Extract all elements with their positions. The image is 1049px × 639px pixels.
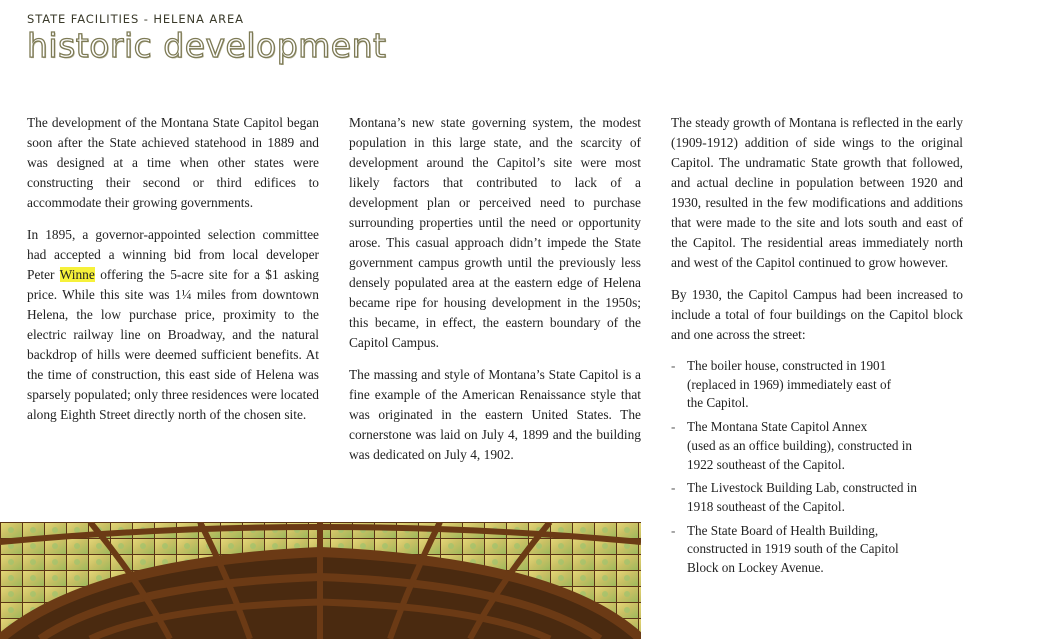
text-column-3 xyxy=(671,113,963,583)
highlighted-word: Winne xyxy=(59,267,95,282)
paragraph: Montana’s new state governing system, the modest population in this large state, and the scarcity of development around the Capitol’s site were most likely factors that contributed to lack of a development plan or perceived need to purchase surrounding properties until the need or opportunity arose. This casual approach didn’t impede the State government campus growth until the previously less densely populated area at the eastern edge of Helena became ripe for housing development in the 1950s; this became, in effect, the eastern boundary of the Capitol Campus. xyxy=(349,115,641,350)
list-item xyxy=(671,357,963,413)
stained-glass-ceiling-photo xyxy=(0,522,641,639)
dash-bullet-icon: - xyxy=(671,419,676,435)
dash-bullet-icon: - xyxy=(671,358,676,373)
list-line: (used as an office building), constructed in xyxy=(687,437,912,453)
paragraph: The steady growth of Montana is reflected in the early (1909-1912) addition of side wings to the original Capitol. The undramatic State growth that followed, and actual decline in population between 1920 and 1930, resulted in the few modifications and additions that were made to the site and lots south and east of the Capitol. The residential areas immediately north and west of the Capitol continued to grow however. xyxy=(671,115,963,270)
text-column-1 xyxy=(27,113,319,437)
paragraph-text: offering the 5-acre site for a $1 asking price. While this site was 1¼ miles from downtown Helena, the low purchase price, proximity to the electric railway line on Broadway, and the natural backdrop of hills were deemed sufficient benefits. At the time of construction, this east side of Helena was sparsely populated; only three residences were located along Eighth Street directly north of the chosen site. xyxy=(27,267,319,422)
list-line: the Capitol. xyxy=(687,395,749,411)
list-item xyxy=(671,418,963,474)
list-line: (replaced in 1969) immediately east of xyxy=(687,376,891,392)
list-line: The Montana State Capitol Annex xyxy=(687,419,868,435)
dash-bullet-icon: - xyxy=(671,522,676,538)
paragraph-text: In 1895, a governor-appointed selection committee had accepted a winning bid from local developer Peter xyxy=(27,227,319,282)
list-item xyxy=(671,522,963,578)
paragraph: The massing and style of Montana’s State Capitol is a fine example of the American Renaissance style that was originated in the eastern United States. The cornerstone was laid on July 4, 1899 and the building was dedicated on July 4, 1902. xyxy=(349,367,641,462)
list-line: Block on Lockey Avenue. xyxy=(687,560,824,576)
page-title: historic development xyxy=(27,26,387,65)
paragraph: By 1930, the Capitol Campus had been increased to include a total of four buildings on the Capitol block and one across the street: xyxy=(671,287,963,342)
list-line: constructed in 1919 south of the Capitol xyxy=(687,541,899,557)
paragraph xyxy=(27,225,319,425)
list-item xyxy=(671,479,963,516)
paragraph: The development of the Montana State Capitol began soon after the State achieved statehood in 1889 and was designed at a time when other states were constructing their second or third edifices to accommodate their growing governments. xyxy=(27,115,319,210)
dash-bullet-icon: - xyxy=(671,480,676,496)
list-line: The Livestock Building Lab, constructed in xyxy=(687,480,917,496)
building-list xyxy=(671,357,963,578)
list-line: The boiler house, constructed in 1901 xyxy=(687,358,887,373)
section-kicker: STATE FACILITIES - HELENA AREA xyxy=(27,12,244,26)
list-line: 1918 southeast of the Capitol. xyxy=(687,498,845,514)
list-line: The State Board of Health Building, xyxy=(687,522,879,538)
stained-glass-illustration xyxy=(0,522,641,639)
list-line: 1922 southeast of the Capitol. xyxy=(687,456,845,472)
text-column-2 xyxy=(349,113,641,477)
